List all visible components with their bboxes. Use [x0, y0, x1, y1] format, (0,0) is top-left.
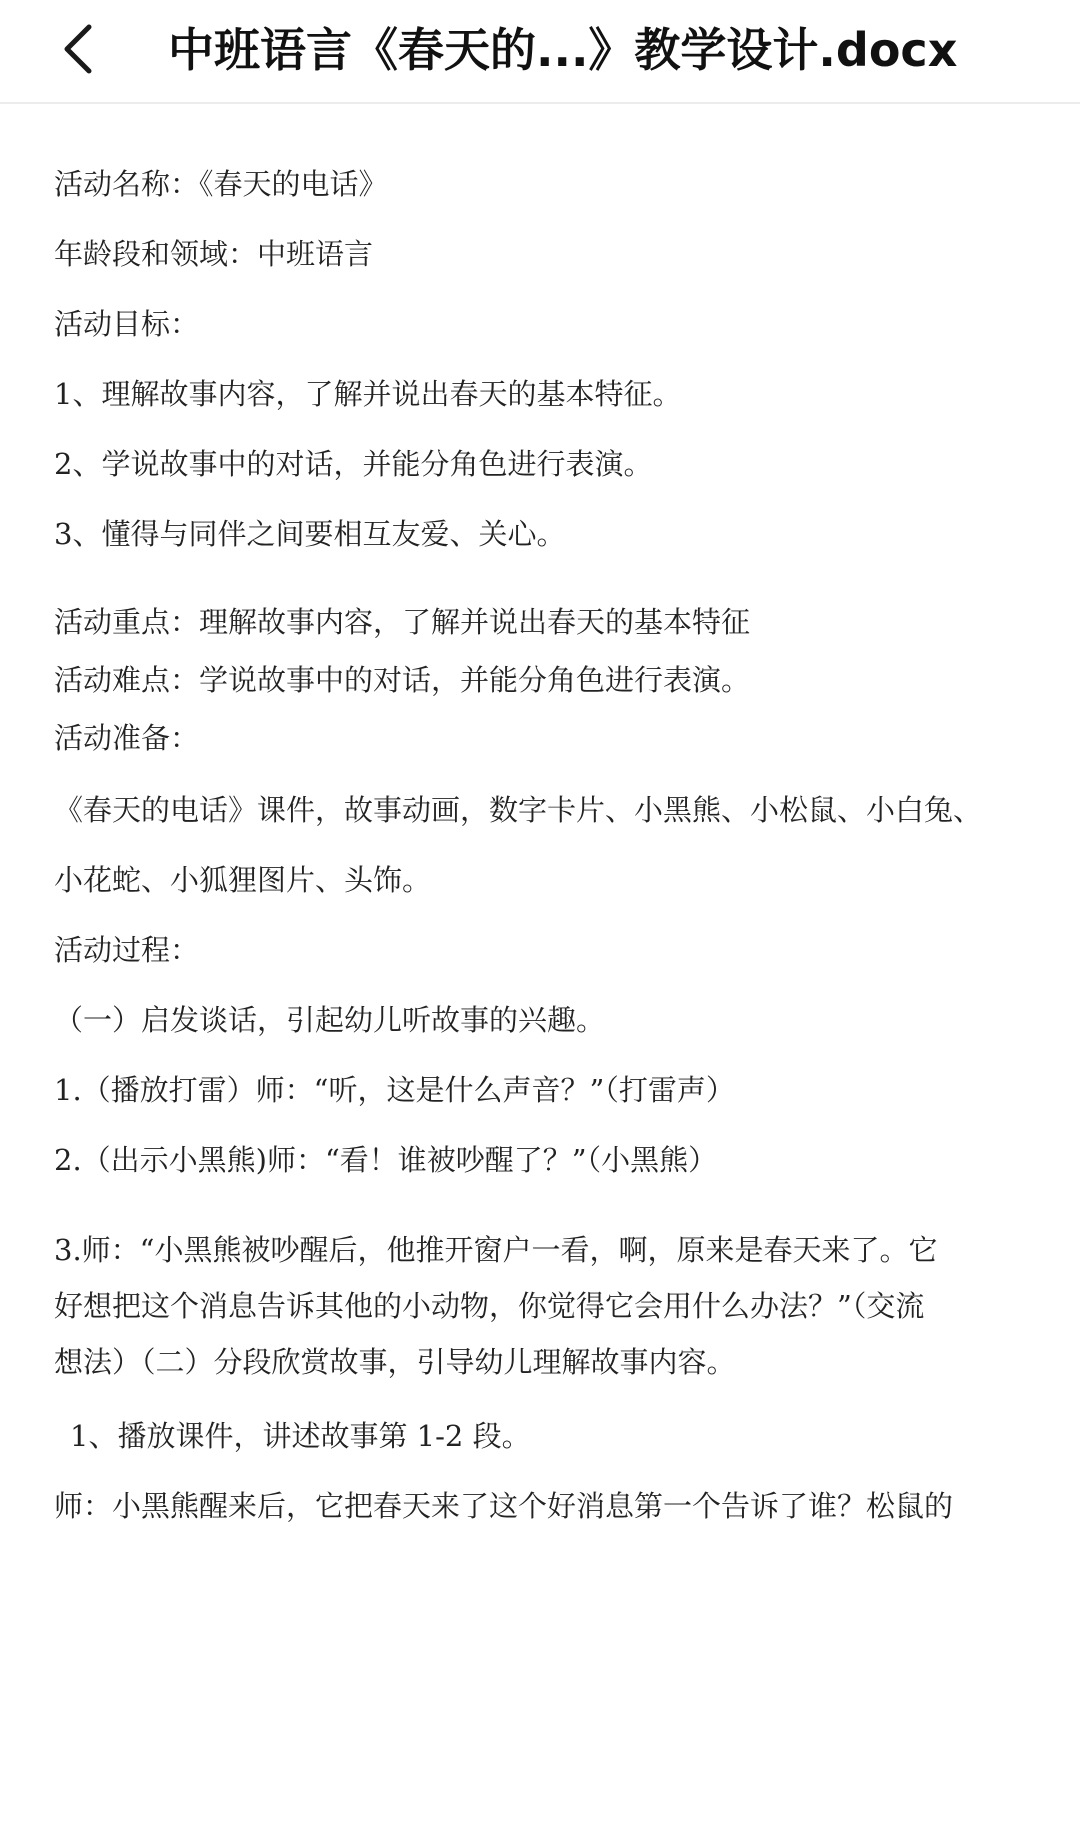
document-header — [0, 0, 1080, 104]
text-line-difficulty: 活动难点：学说故事中的对话，并能分角色进行表演。 — [54, 663, 751, 697]
text-line-step-2: 2.（出示小黑熊)师：“看！谁被吵醒了？”（小黑熊） — [54, 1143, 718, 1177]
text-line-goals-heading: 活动目标： — [54, 307, 200, 341]
text-line-goal-3: 3、懂得与同伴之间要相互友爱、关心。 — [54, 517, 566, 551]
text-line-step-3a: 3.师：“小黑熊被吵醒后，他推开窗户一看，啊，原来是春天来了。它 — [54, 1233, 938, 1267]
text-line-teacher-question: 师：小黑熊醒来后，它把春天来了这个好消息第一个告诉了谁？松鼠的 — [54, 1489, 954, 1523]
text-line-age-domain: 年龄段和领域：中班语言 — [54, 237, 374, 271]
text-line-step-1: 1.（播放打雷）师：“听，这是什么声音？”（打雷声） — [54, 1073, 735, 1107]
text-line-step-one-heading: （一）启发谈话，引起幼儿听故事的兴趣。 — [54, 1003, 606, 1037]
text-line-preparation-1: 《春天的电话》课件，故事动画，数字卡片、小黑熊、小松鼠、小白兔、 — [54, 793, 983, 827]
text-line-preparation-2: 小花蛇、小狐狸图片、头饰。 — [54, 863, 432, 897]
document-title: 中班语言《春天的...》教学设计.docx — [168, 23, 958, 77]
document-content[interactable] — [0, 104, 1080, 1832]
chevron-left-icon — [58, 21, 100, 77]
text-line-part-two-1: 1、播放课件，讲述故事第 1-2 段。 — [70, 1419, 531, 1453]
back-button[interactable] — [44, 14, 114, 84]
text-line-step-3c: 想法）（二）分段欣赏故事，引导幼儿理解故事内容。 — [54, 1345, 736, 1379]
text-line-key-point: 活动重点：理解故事内容，了解并说出春天的基本特征 — [54, 605, 751, 639]
text-line-process-heading: 活动过程： — [54, 933, 200, 967]
text-line-goal-2: 2、学说故事中的对话，并能分角色进行表演。 — [54, 447, 653, 481]
text-line-preparation-heading: 活动准备： — [54, 721, 200, 755]
text-line-step-3b: 好想把这个消息告诉其他的小动物，你觉得它会用什么办法？”（交流 — [54, 1289, 925, 1323]
text-line-goal-1: 1、理解故事内容，了解并说出春天的基本特征。 — [54, 377, 682, 411]
text-line-activity-name: 活动名称：《春天的电话》 — [54, 167, 388, 201]
